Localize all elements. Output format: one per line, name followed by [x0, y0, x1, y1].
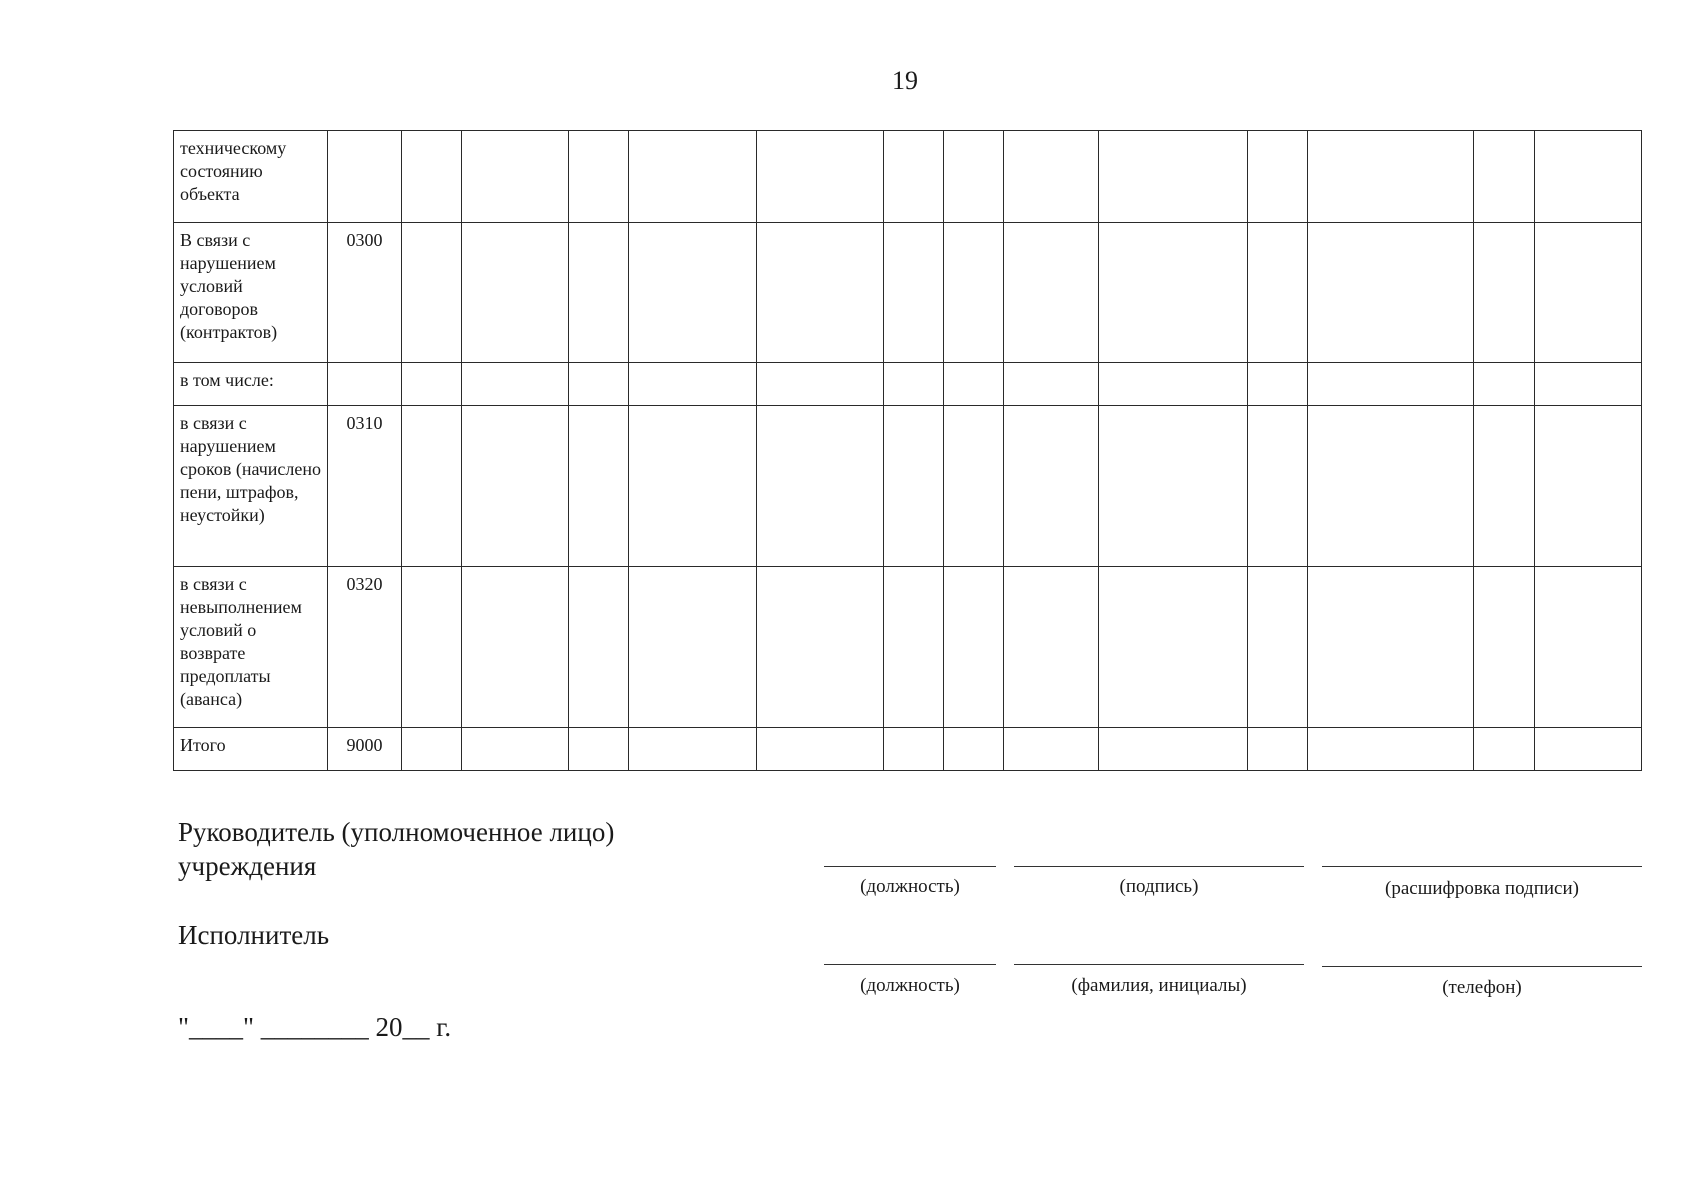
cell [569, 567, 629, 728]
cell [1307, 223, 1473, 363]
cell [461, 406, 568, 567]
row-code: 0320 [328, 567, 401, 728]
row-label: в связи с нарушением сроков (начислено пени, штрафов, неустойки) [174, 406, 328, 567]
date-line: "____" ________ 20__ г. [178, 1012, 452, 1042]
cell [756, 223, 883, 363]
head-position-line [824, 866, 996, 867]
cell [1247, 223, 1307, 363]
cell [629, 567, 756, 728]
page-number: 19 [892, 66, 918, 95]
cell [629, 363, 756, 406]
cell [756, 567, 883, 728]
executor-position-caption: (должность) [860, 975, 960, 996]
cell [944, 567, 1004, 728]
cell [1099, 728, 1247, 771]
cell [1247, 567, 1307, 728]
cell [883, 406, 943, 567]
cell [1247, 728, 1307, 771]
cell [1474, 728, 1534, 771]
row-label: В связи с нарушением условий договоров (контрактов) [174, 223, 328, 363]
table-row [174, 728, 1642, 771]
row-label: Итого [174, 728, 328, 771]
cell [883, 363, 943, 406]
cell [569, 131, 629, 223]
cell [629, 728, 756, 771]
cell [1099, 223, 1247, 363]
cell [1307, 728, 1473, 771]
row-code: 0300 [328, 223, 401, 363]
cell [1099, 131, 1247, 223]
cell [1474, 131, 1534, 223]
cell [461, 131, 568, 223]
row-code: 0310 [328, 406, 401, 567]
cell [401, 406, 461, 567]
cell [1474, 223, 1534, 363]
executor-name-caption: (фамилия, инициалы) [1071, 975, 1247, 996]
cell [569, 223, 629, 363]
cell [1474, 406, 1534, 567]
cell [1004, 131, 1099, 223]
cell [401, 131, 461, 223]
cell [883, 567, 943, 728]
cell [461, 728, 568, 771]
cell [944, 363, 1004, 406]
cell [629, 131, 756, 223]
cell [461, 223, 568, 363]
cell [629, 406, 756, 567]
head-label: Руководитель (уполномоченное лицо) учреждения [178, 817, 615, 881]
table-row [174, 406, 1642, 567]
cell [883, 131, 943, 223]
cell [756, 363, 883, 406]
cell [1534, 363, 1641, 406]
cell [1534, 567, 1641, 728]
row-code [328, 131, 401, 223]
executor-phone-line [1322, 966, 1642, 967]
cell [1307, 406, 1473, 567]
head-decoding-line [1322, 866, 1642, 867]
cell [401, 728, 461, 771]
cell [1004, 567, 1099, 728]
head-signature-line [1014, 866, 1304, 867]
executor-phone-caption: (телефон) [1442, 977, 1522, 998]
cell [756, 406, 883, 567]
cell [1474, 363, 1534, 406]
row-code: 9000 [328, 728, 401, 771]
cell [1247, 406, 1307, 567]
table-row [174, 363, 1642, 406]
cell [883, 223, 943, 363]
cell [629, 223, 756, 363]
cell [883, 728, 943, 771]
cell [1247, 131, 1307, 223]
cell [1004, 728, 1099, 771]
cell [1004, 406, 1099, 567]
head-position-caption: (должность) [860, 876, 960, 897]
row-code [328, 363, 401, 406]
cell [1004, 223, 1099, 363]
cell [944, 728, 1004, 771]
table-row [174, 567, 1642, 728]
cell [756, 728, 883, 771]
cell [569, 406, 629, 567]
head-signature-caption: (подпись) [1119, 876, 1199, 897]
executor-position-line [824, 964, 996, 965]
cell [1247, 363, 1307, 406]
cell [1004, 363, 1099, 406]
cell [569, 728, 629, 771]
cell [401, 567, 461, 728]
cell [1307, 567, 1473, 728]
cell [944, 406, 1004, 567]
cell [1099, 406, 1247, 567]
cell [1534, 131, 1641, 223]
cell [1534, 728, 1641, 771]
table-row [174, 131, 1642, 223]
cell [1474, 567, 1534, 728]
cell [1307, 363, 1473, 406]
cell [461, 567, 568, 728]
cell [461, 363, 568, 406]
cell [401, 223, 461, 363]
cell [1534, 223, 1641, 363]
row-label: техническому состоянию объекта [174, 131, 328, 223]
cell [1099, 363, 1247, 406]
cell [944, 223, 1004, 363]
cell [944, 131, 1004, 223]
cell [569, 363, 629, 406]
cell [756, 131, 883, 223]
cell [401, 363, 461, 406]
cell [1099, 567, 1247, 728]
row-label: в том числе: [174, 363, 328, 406]
row-label: в связи с невыполнением условий о возврате предоплаты (аванса) [174, 567, 328, 728]
table-row [174, 223, 1642, 363]
executor-name-line [1014, 964, 1304, 965]
cell [1307, 131, 1473, 223]
report-table [173, 130, 1642, 771]
head-decoding-caption: (расшифровка подписи) [1385, 878, 1579, 899]
executor-label: Исполнитель [178, 920, 330, 950]
cell [1534, 406, 1641, 567]
